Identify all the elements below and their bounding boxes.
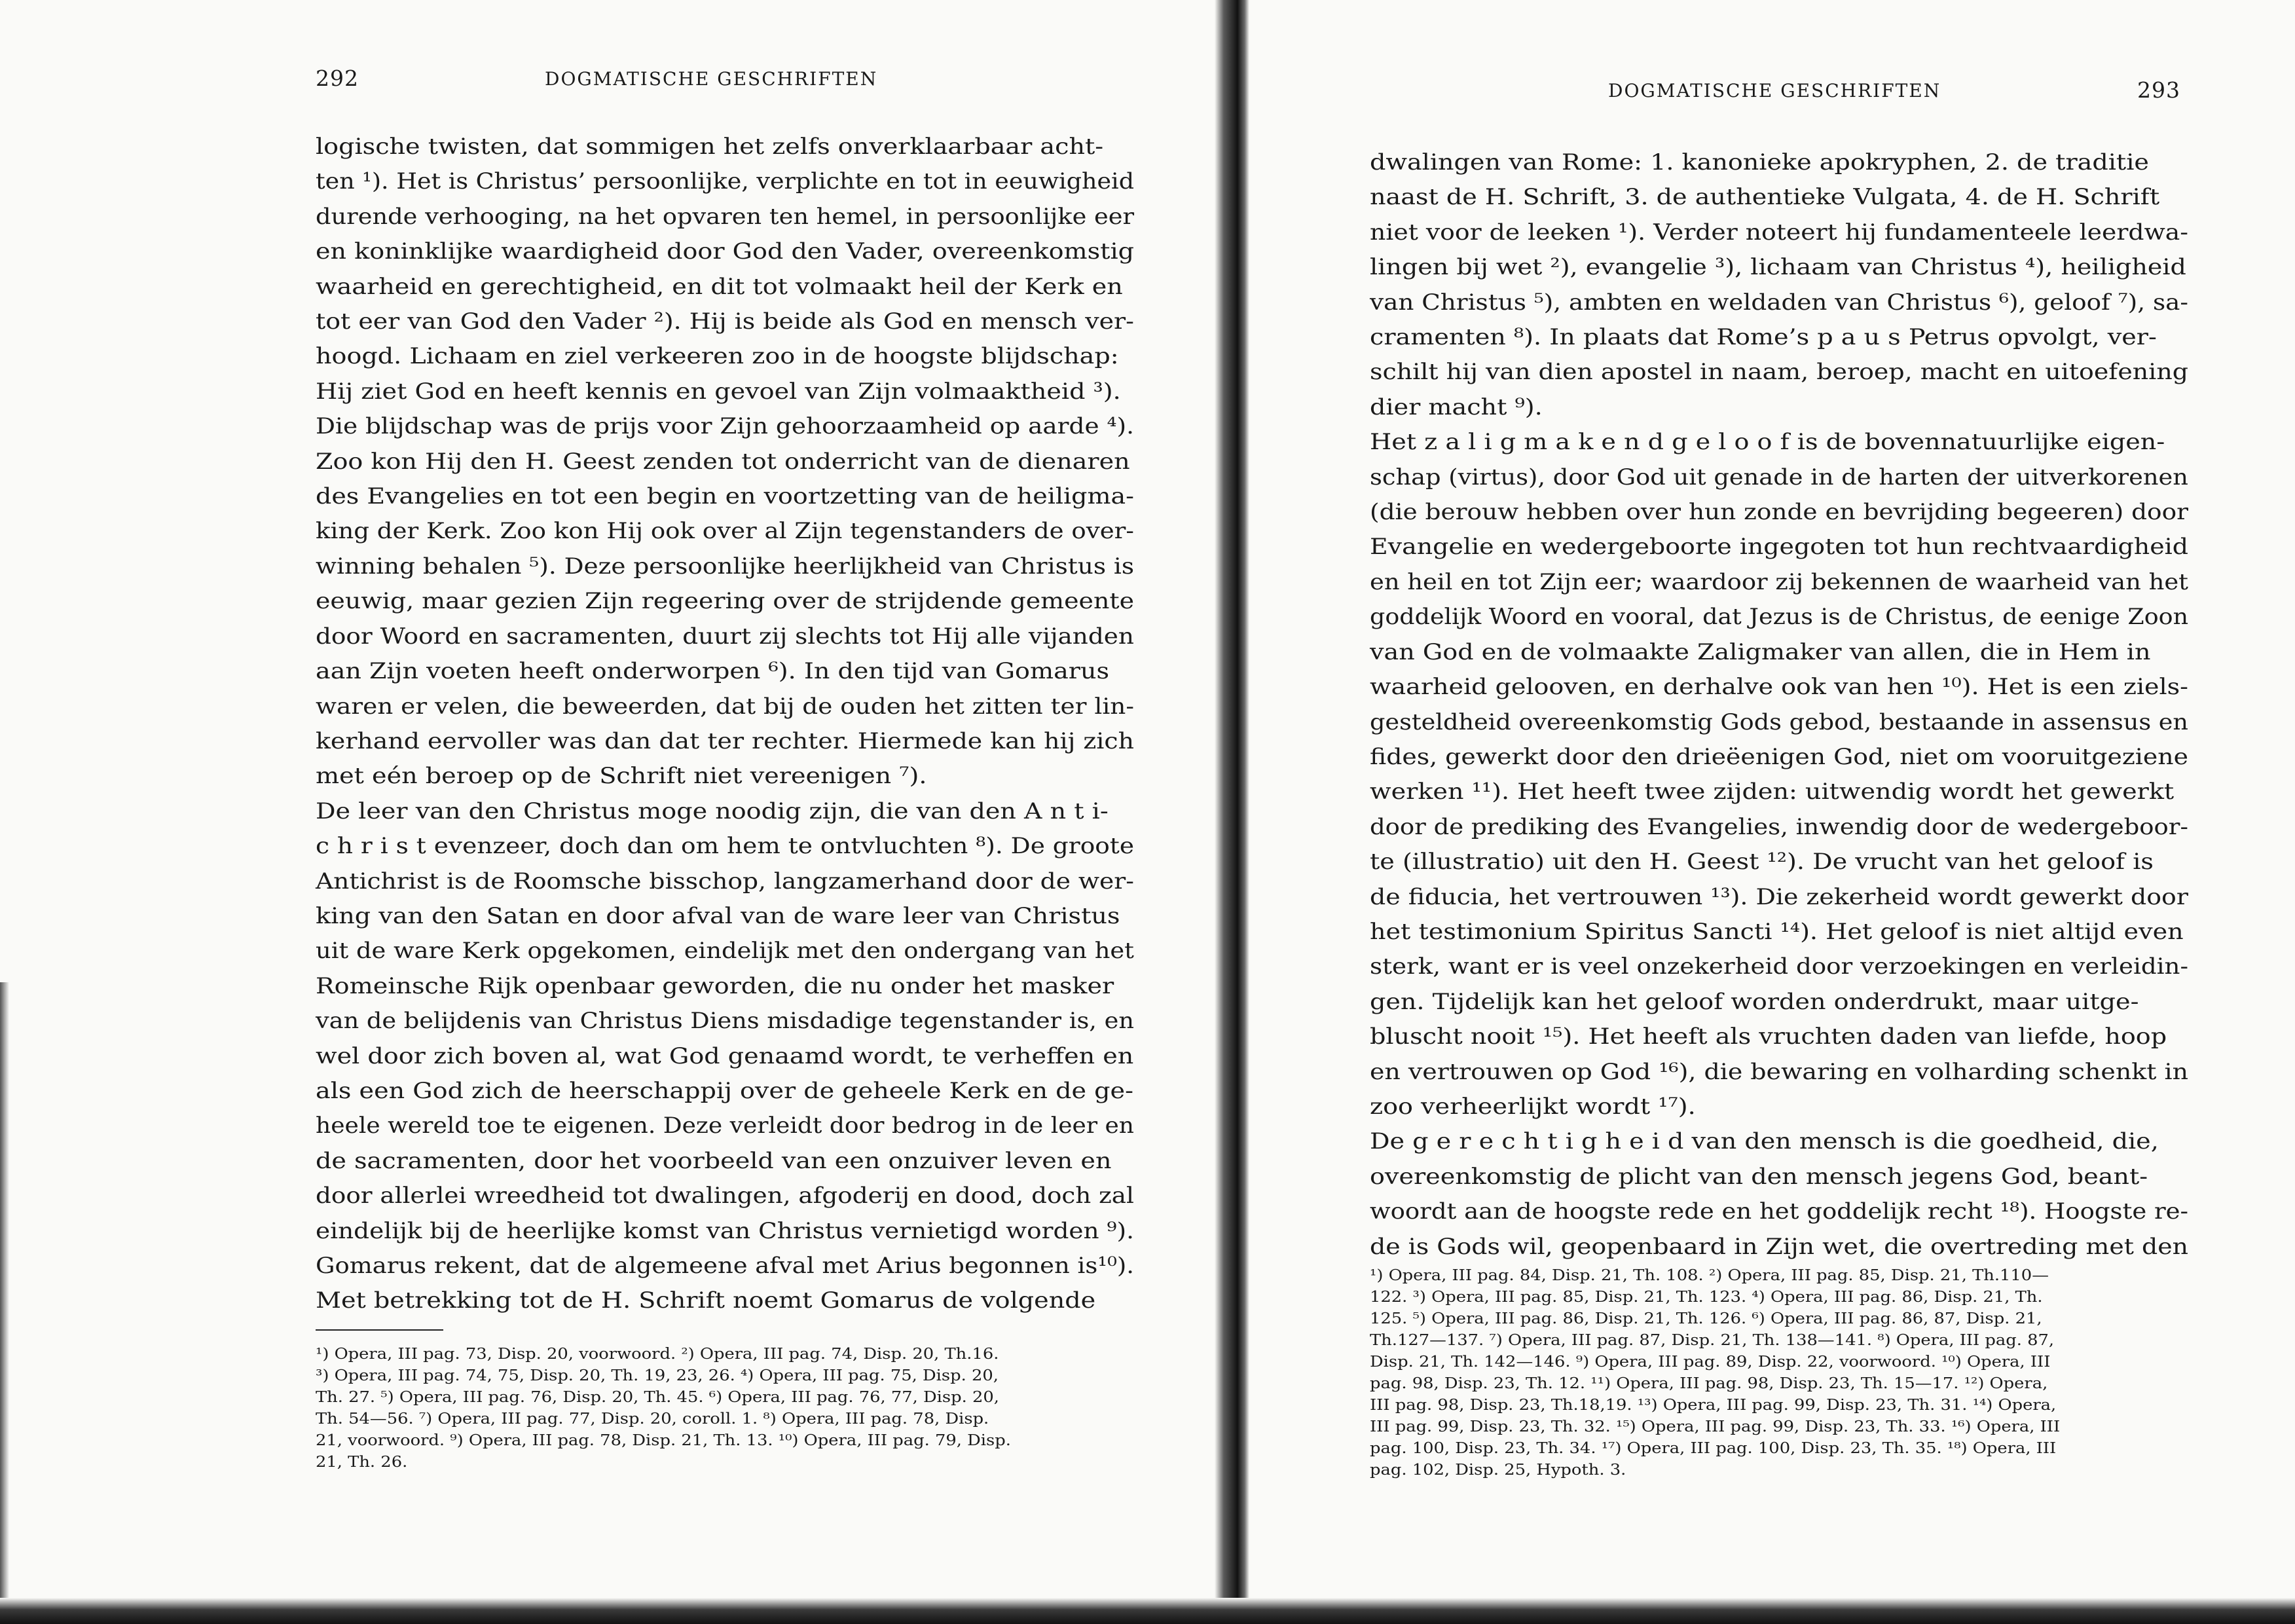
footnotes-right xyxy=(1370,1265,2188,1481)
text-line: schilt hij van dien apostel in naam, beroep, macht en uitoefening xyxy=(1370,359,2189,386)
text-line: als een God zich de heerschappij over de geheele Kerk en de ge- xyxy=(316,1077,1133,1104)
text-line: door de prediking des Evangelies, inwendig door de wedergeboor- xyxy=(1370,813,2188,840)
body-text-left xyxy=(316,130,1134,1319)
text-line: waarheid gelooven, en derhalve ook van hen ¹⁰). Het is een ziels- xyxy=(1370,674,2189,701)
footnote-line: pag. 102, Disp. 25, Hypoth. 3. xyxy=(1370,1462,1626,1479)
text-line: king der Kerk. Zoo kon Hij ook over al Zijn tegenstanders de over- xyxy=(316,518,1134,545)
text-line: fides, gewerkt door den drieëenigen God, niet om vooruitgeziene xyxy=(1370,743,2188,770)
text-line: dier macht ⁹). xyxy=(1370,394,1543,420)
text-line: heele wereld toe te eigenen. Deze verleidt door bedrog in de leer en xyxy=(316,1113,1135,1139)
footnote-line: 122. ³) Opera, III pag. 85, Disp. 21, Th. 123. ⁴) Opera, III pag. 86, Disp. 21, Th. xyxy=(1370,1289,2043,1306)
text-line: met eén beroep op de Schrift niet vereenigen ⁷). xyxy=(316,763,927,790)
footnote-line: 21, voorwoord. ⁹) Opera, III pag. 78, Disp. 21, Th. 13. ¹⁰) Opera, III pag. 79, Disp. xyxy=(316,1432,1011,1449)
text-line: en koninklijke waardigheid door God den Vader, overeenkomstig xyxy=(316,238,1135,265)
text-line: van Christus ⁵), ambten en weldaden van Christus ⁶), geloof ⁷), sa- xyxy=(1370,289,2188,316)
text-line: van God en de volmaakte Zaligmaker van allen, die in Hem in xyxy=(1370,638,2151,665)
text-line: woordt aan de hoogste rede en het goddelijk recht ¹⁸). Hoogste re- xyxy=(1370,1198,2189,1225)
footnote-line: ¹) Opera, III pag. 84, Disp. 21, Th. 108. ²) Opera, III pag. 85, Disp. 21, Th.110— xyxy=(1370,1267,2049,1284)
footnotes-left xyxy=(316,1344,1134,1473)
footnote-line: pag. 100, Disp. 23, Th. 34. ¹⁷) Opera, III pag. 100, Disp. 23, Th. 35. ¹⁸) Opera, III xyxy=(1370,1440,2057,1457)
text-line: dwalingen van Rome: 1. kanonieke apokryphen, 2. de traditie xyxy=(1370,149,2149,175)
running-head-left: DOGMATISCHE GESCHRIFTEN xyxy=(545,68,878,90)
text-line: de is Gods wil, geopenbaard in Zijn wet, die overtreding met den xyxy=(1370,1233,2189,1260)
text-line: sterk, want er is veel onzekerheid door verzoekingen en verleidin- xyxy=(1370,953,2189,980)
text-line: Romeinsche Rijk openbaar geworden, die nu onder het masker xyxy=(316,972,1114,999)
body-text-right xyxy=(1370,145,2188,1264)
text-line: te (illustratio) uit den H. Geest ¹²). De vrucht van het geloof is xyxy=(1370,849,2154,876)
page-number-left: 292 xyxy=(316,65,359,91)
scan-bottom-edge xyxy=(0,1598,2295,1624)
text-line: cramenten ⁸). In plaats dat Rome’s p a u s Petrus opvolgt, ver- xyxy=(1370,324,2157,351)
footnote-rule-left xyxy=(316,1329,443,1331)
text-line: winning behalen ⁵). Deze persoonlijke heerlijkheid van Christus is xyxy=(316,553,1135,580)
text-line: bluscht nooit ¹⁵). Het heeft als vruchten daden van liefde, hoop xyxy=(1370,1024,2167,1050)
footnote-line: 21, Th. 26. xyxy=(316,1454,408,1471)
text-line: waarheid en gerechtigheid, en dit tot volmaakt heil der Kerk en xyxy=(316,273,1123,300)
footnote-line: ¹) Opera, III pag. 73, Disp. 20, voorwoord. ²) Opera, III pag. 74, Disp. 20, Th.16. xyxy=(316,1346,999,1363)
text-line: kerhand eervoller was dan dat ter rechter. Hiermede kan hij zich xyxy=(316,728,1134,754)
text-line: gesteldheid overeenkomstig Gods gebod, bestaande in assensus en xyxy=(1370,709,2188,735)
text-line: gen. Tijdelijk kan het geloof worden onderdrukt, maar uitge- xyxy=(1370,988,2139,1015)
text-line: Met betrekking tot de H. Schrift noemt Gomarus de volgende xyxy=(316,1287,1096,1314)
text-line: Evangelie en wedergeboorte ingegoten tot hun rechtvaardigheid xyxy=(1370,534,2189,561)
running-head-right: DOGMATISCHE GESCHRIFTEN xyxy=(1608,80,1941,101)
text-line: door allerlei wreedheid tot dwalingen, afgoderij en dood, doch zal xyxy=(316,1183,1134,1209)
text-line: van de belijdenis van Christus Diens misdadige tegenstander is, en xyxy=(316,1008,1134,1035)
text-line: king van den Satan en door afval van de ware leer van Christus xyxy=(316,902,1120,929)
footnote-line: 125. ⁵) Opera, III pag. 86, Disp. 21, Th. 126. ⁶) Opera, III pag. 86, 87, Disp. 21, xyxy=(1370,1310,2042,1327)
text-line: waren er velen, die beweerden, dat bij de ouden het zitten ter lin- xyxy=(316,693,1134,720)
footnote-line: Th. 54—56. ⁷) Opera, III pag. 77, Disp. 20, coroll. 1. ⁸) Opera, III pag. 78, Disp. xyxy=(316,1411,989,1428)
page-edge-shadow xyxy=(0,982,9,1624)
text-line: overeenkomstig de plicht van den mensch jegens God, beant- xyxy=(1370,1163,2148,1190)
footnote-line: ³) Opera, III pag. 74, 75, Disp. 20, Th. 19, 23, 26. ⁴) Opera, III pag. 75, Disp. 20, xyxy=(316,1367,999,1384)
text-line: Gomarus rekent, dat de algemeene afval met Arius begonnen is¹⁰). xyxy=(316,1253,1135,1279)
text-line: des Evangelies en tot een begin en voortzetting van de heiligma- xyxy=(316,483,1134,510)
text-line: de sacramenten, door het voorbeeld van een onzuiver leven en xyxy=(316,1147,1112,1174)
text-line: De g e r e c h t i g h e i d van den mensch is die goedheid, die, xyxy=(1370,1128,2159,1155)
text-line: werken ¹¹). Het heeft twee zijden: uitwendig wordt het gewerkt xyxy=(1370,779,2175,805)
text-line: goddelijk Woord en vooral, dat Jezus is de Christus, de eenige Zoon xyxy=(1370,604,2189,631)
text-line: tot eer van God den Vader ²). Hij is beide als God en mensch ver- xyxy=(316,308,1134,335)
text-line: durende verhooging, na het opvaren ten hemel, in persoonlijke eer xyxy=(316,203,1135,230)
footnote-line: Th.127—137. ⁷) Opera, III pag. 87, Disp. 21, Th. 138—141. ⁸) Opera, III pag. 87, xyxy=(1370,1332,2055,1349)
text-line: uit de ware Kerk opgekomen, eindelijk met den ondergang van het xyxy=(316,938,1134,965)
text-line: aan Zijn voeten heeft onderworpen ⁶). In den tijd van Gomarus xyxy=(316,658,1110,685)
text-line: (die berouw hebben over hun zonde en bevrijding begeeren) door xyxy=(1370,499,2189,526)
book-gutter-shadow xyxy=(1215,0,1238,1624)
text-line: zoo verheerlijkt wordt ¹⁷). xyxy=(1370,1093,1696,1120)
text-line: eindelijk bij de heerlijke komst van Christus vernietigd worden ⁹). xyxy=(316,1217,1134,1244)
text-line: schap (virtus), door God uit genade in de harten der uitverkorenen xyxy=(1370,464,2188,490)
text-line: De leer van den Christus moge noodig zijn, die van den A n t i- xyxy=(316,798,1109,824)
text-line: de fiducia, het vertrouwen ¹³). Die zekerheid wordt gewerkt door xyxy=(1370,883,2188,910)
text-line: en heil en tot Zijn eer; waardoor zij bekennen de waarheid van het xyxy=(1370,568,2188,595)
text-line: door Woord en sacramenten, duurt zij slechts tot Hij alle vijanden xyxy=(316,623,1134,650)
text-line: Antichrist is de Roomsche bisschop, langzamerhand door de wer- xyxy=(316,868,1134,895)
text-line: naast de H. Schrift, 3. de authentieke Vulgata, 4. de H. Schrift xyxy=(1370,184,2160,211)
text-line: logische twisten, dat sommigen het zelfs onverklaarbaar acht- xyxy=(316,134,1104,160)
text-line: en vertrouwen op God ¹⁶), die bewaring en volharding schenkt in xyxy=(1370,1058,2189,1085)
text-line: Zoo kon Hij den H. Geest zenden tot onderricht van de dienaren xyxy=(316,448,1130,475)
text-line: c h r i s t evenzeer, doch dan om hem te ontvluchten ⁸). De groote xyxy=(316,833,1135,860)
text-line: ten ¹). Het is Christus’ persoonlijke, verplichte en tot in eeuwigheid xyxy=(316,168,1135,195)
text-line: lingen bij wet ²), evangelie ³), lichaam van Christus ⁴), heiligheid xyxy=(1370,254,2186,281)
text-line: wel door zich boven al, wat God genaamd wordt, te verheffen en xyxy=(316,1043,1134,1069)
text-line: Het z a l i g m a k e n d g e l o o f is de bovennatuurlijke eigen- xyxy=(1370,429,2165,456)
book-gutter-shadow-right xyxy=(1238,0,1249,1624)
text-line: Hij ziet God en heeft kennis en gevoel van Zijn volmaaktheid ³). xyxy=(316,378,1121,405)
right-page xyxy=(1238,0,2295,1624)
footnote-line: III pag. 99, Disp. 23, Th. 32. ¹⁵) Opera, III pag. 99, Disp. 23, Th. 33. ¹⁶) Opera, III xyxy=(1370,1418,2061,1435)
footnote-line: pag. 98, Disp. 23, Th. 12. ¹¹) Opera, III pag. 98, Disp. 23, Th. 15—17. ¹²) Opera, xyxy=(1370,1375,2048,1392)
text-line: het testimonium Spiritus Sancti ¹⁴). Het geloof is niet altijd even xyxy=(1370,918,2184,945)
footnote-line: III pag. 98, Disp. 23, Th.18,19. ¹³) Opera, III pag. 99, Disp. 23, Th. 31. ¹⁴) Opera, xyxy=(1370,1397,2057,1414)
text-line: eeuwig, maar gezien Zijn regeering over de strijdende gemeente xyxy=(316,588,1135,615)
page-number-right: 293 xyxy=(2137,77,2180,103)
footnote-line: Disp. 21, Th. 142—146. ⁹) Opera, III pag. 89, Disp. 22, voorwoord. ¹⁰) Opera, III xyxy=(1370,1354,2051,1371)
text-line: hoogd. Lichaam en ziel verkeeren zoo in de hoogste blijdschap: xyxy=(316,343,1119,370)
text-line: niet voor de leeken ¹). Verder noteert hij fundamenteele leerdwa- xyxy=(1370,219,2189,246)
footnote-line: Th. 27. ⁵) Opera, III pag. 76, Disp. 20, Th. 45. ⁶) Opera, III pag. 76, 77, Disp. 20, xyxy=(316,1389,999,1406)
text-line: Die blijdschap was de prijs voor Zijn gehoorzaamheid op aarde ⁴). xyxy=(316,413,1134,440)
